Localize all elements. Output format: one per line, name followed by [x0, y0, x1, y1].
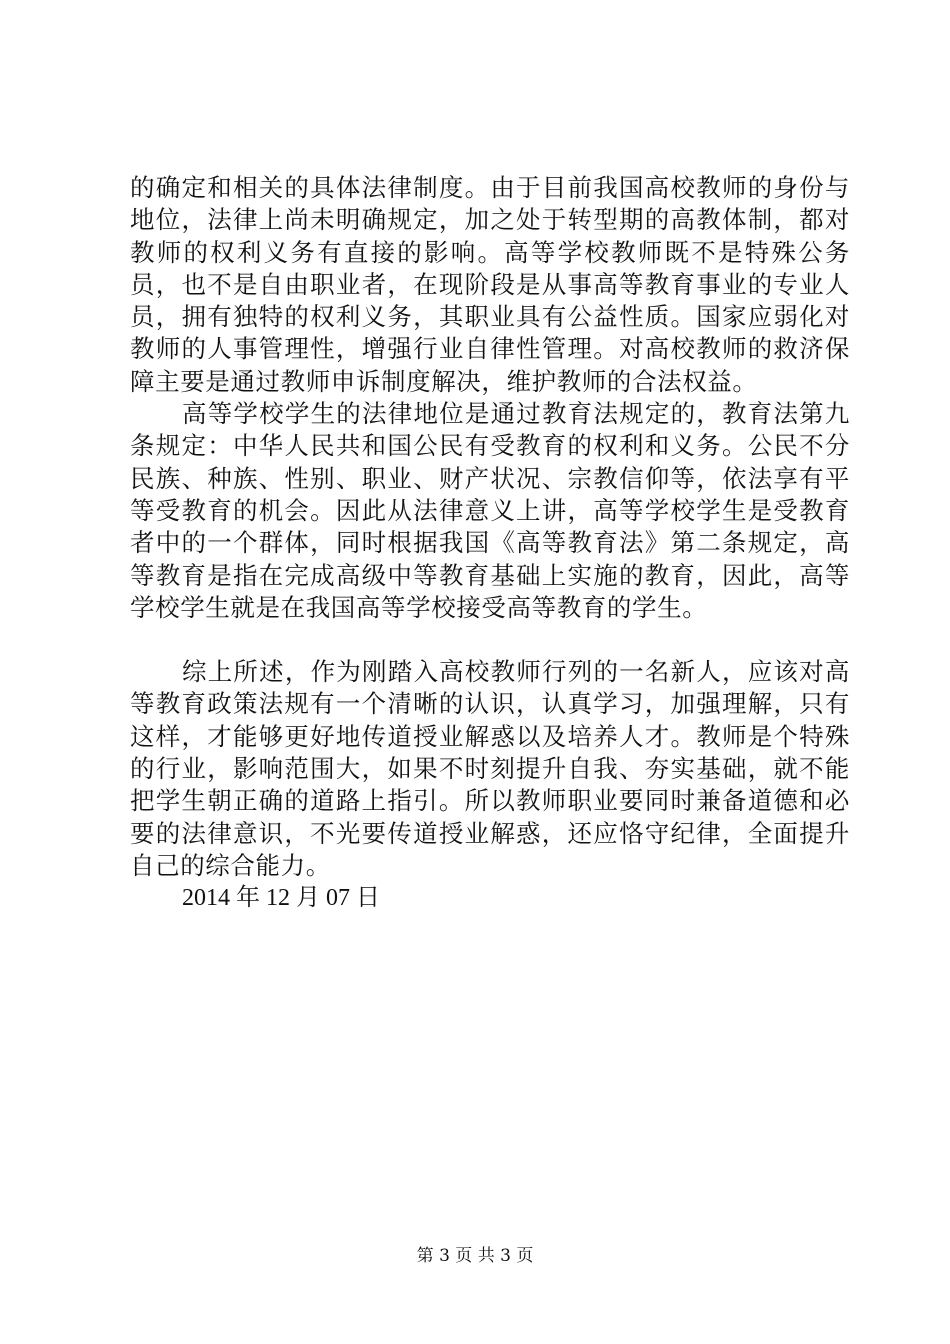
paragraph-teacher-status: 的确定和相关的具体法律制度。由于目前我国高校教师的身份与地位，法律上尚未明确规定，加之处于转型期的高教体制，都对教师的权利义务有直接的影响。高等学校教师既不是特殊公务员，也不是自由职业者，在现阶段是从事高等教育事业的专业人员，拥有独特的权利义务，其职业具有公益性质。国家应弱化对教师的人事管理性，增强行业自律性管理。对高校教师的救济保障主要是通过教师申诉制度解决，维护教师的合法权益。: [130, 173, 850, 396]
paragraph-conclusion: 综上所述，作为刚踏入高校教师行列的一名新人，应该对高等教育政策法规有一个清晰的认识，认真学习，加强理解，只有这样，才能够更好地传道授业解惑以及培养人才。教师是个特殊的行业，影响范围大，如果不时刻提升自我、夯实基础，就不能把学生朝正确的道路上指引。所以教师职业要同时兼备道德和必要的法律意识，不光要传道授业解惑，还应恪守纪律，全面提升自己的综合能力。: [130, 657, 850, 880]
page-number: 第 3 页 共 3 页: [416, 1246, 534, 1266]
paragraph-student-status: 高等学校学生的法律地位是通过教育法规定的，教育法第九条规定：中华人民共和国公民有受教育的权利和义务。公民不分民族、种族、性别、职业、财产状况、宗教信仰等，依法享有平等受教育的机会。因此从法律意义上讲，高等学校学生是受教育者中的一个群体，同时根据我国《高等教育法》第二条规定，高等教育是指在完成高级中等教育基础上实施的教育，因此，高等学校学生就是在我国高等学校接受高等教育的学生。: [130, 399, 850, 622]
page-footer: [0, 1245, 950, 1267]
document-body: [130, 172, 850, 915]
document-date: 2014 年 12 月 07 日: [182, 885, 380, 912]
paragraph-spacer: [130, 624, 850, 656]
